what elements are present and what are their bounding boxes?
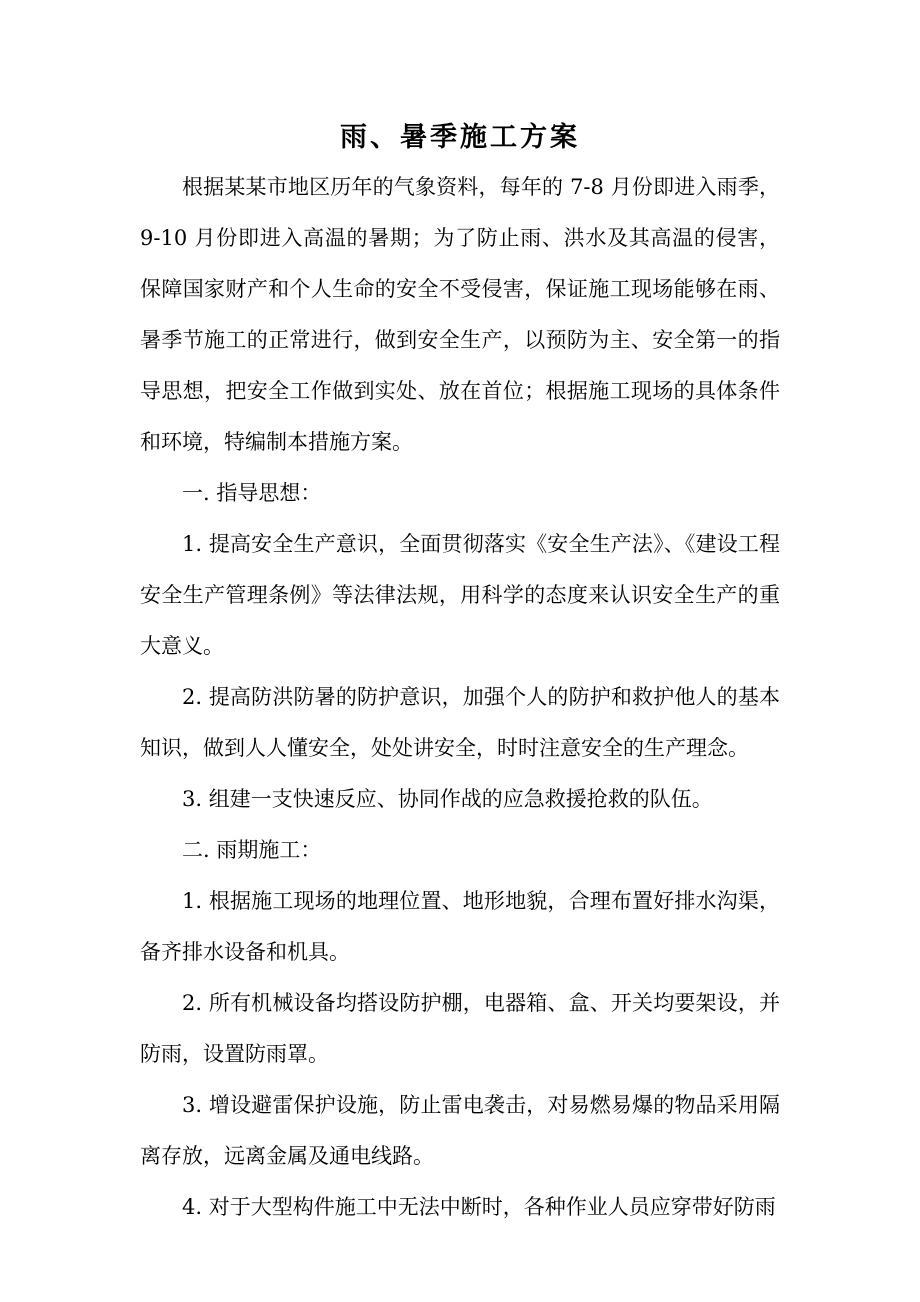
list-item: 3. 增设避雷保护设施，防止雷电袭击，对易燃易爆的物品采用隔离存放，远离金属及通电线路。 <box>140 1093 780 1168</box>
document-body <box>140 162 780 1233</box>
list-item: 3. 组建一支快速反应、协同作战的应急救援抢救的队伍。 <box>182 787 713 811</box>
list-item: 1. 提高安全生产意识，全面贯彻落实《安全生产法》、《建设工程安全生产管理条例》等法律法规，用科学的态度来认识安全生产的重大意义。 <box>140 532 780 658</box>
list-item: 4. 对于大型构件施工中无法中断时，各种作业人员应穿带好防雨 <box>182 1195 776 1219</box>
list-item: 2. 提高防洪防暑的防护意识，加强个人的防护和救护他人的基本知识，做到人人懂安全，处处讲安全，时时注意安全的生产理念。 <box>140 685 780 760</box>
document-title: 雨、暑季施工方案 <box>340 122 580 153</box>
paragraph-intro: 根据某某市地区历年的气象资料，每年的 7-8 月份即进入雨季，9-10 月份即进入高温的暑期；为了防止雨、洪水及其高温的侵害，保障国家财产和个人生命的安全不受侵害，保证施工现场能够在雨、暑季节施工的正常进行，做到安全生产，以预防为主、安全第一的指导思想，把安全工作做到实处、放在首位；根据施工现场的具体条件和环境，特编制本措施方案。 <box>140 175 780 454</box>
section-heading-guiding-ideas: 一. 指导思想： <box>182 481 322 505</box>
list-item: 2. 所有机械设备均搭设防护棚，电器箱、盒、开关均要架设，并防雨，设置防雨罩。 <box>140 991 780 1066</box>
section-heading-rainy-season: 二. 雨期施工： <box>182 838 322 862</box>
list-item: 1. 根据施工现场的地理位置、地形地貌，合理布置好排水沟渠，备齐排水设备和机具。 <box>140 889 780 964</box>
